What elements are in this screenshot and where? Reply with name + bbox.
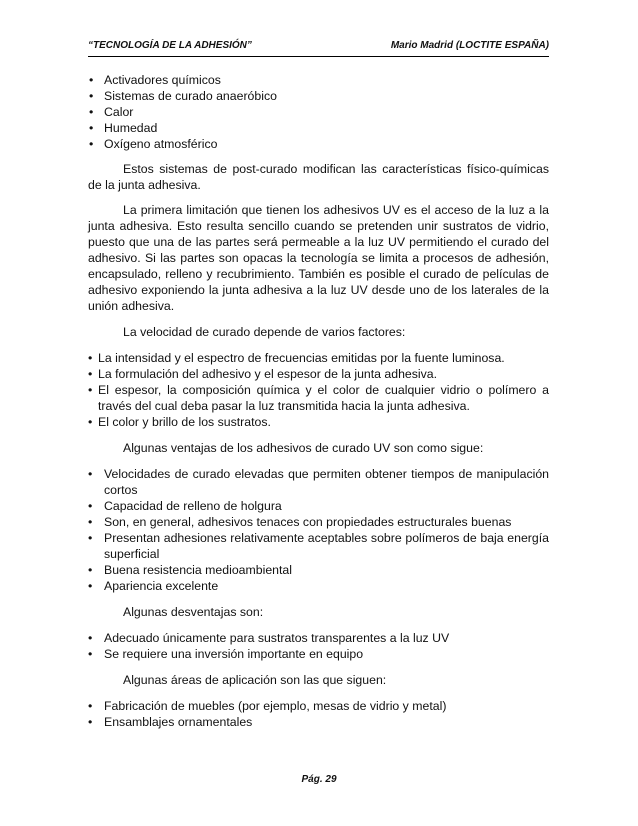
list-item: • Buena resistencia medioambiental [88, 562, 549, 578]
header-author: Mario Madrid (LOCTITE ESPAÑA) [390, 40, 549, 51]
list-item: • Activadores químicos [88, 72, 549, 88]
list-item: • Apariencia excelente [88, 578, 549, 594]
list-item: • Son, en general, adhesivos tenaces con propiedades estructurales buenas [88, 514, 549, 530]
paragraph-disadvantages: Algunas desventajas son: [123, 605, 264, 619]
list-item: • Velocidades de curado elevadas que permiten obtener tiempos de manipulación cortos [88, 466, 549, 498]
list-item: • El espesor, la composición química y el color de cualquier vidrio o polímero a través del cual deba pasar la luz transmitida hacia la junta adhesiva. [88, 382, 549, 414]
page-body [88, 72, 549, 730]
paragraph-curing-speed: La velocidad de curado depende de varios factores: [123, 325, 406, 339]
list-item: • Oxígeno atmosférico [88, 136, 549, 152]
list-curing-factors [88, 350, 549, 430]
list-item: • Adecuado únicamente para sustratos transparentes a la luz UV [88, 630, 549, 646]
list-item: • El color y brillo de los sustratos. [88, 414, 549, 430]
list-item: • Fabricación de muebles (por ejemplo, mesas de vidrio y metal) [88, 698, 549, 714]
list-item: • Capacidad de relleno de holgura [88, 498, 549, 514]
list-item: • Calor [88, 104, 549, 120]
paragraph-uv-limitation: La primera limitación que tienen los adhesivos UV es el acceso de la luz a la junta adhesiva. Esto resulta sencillo cuando se pretenden unir sustratos de vidrio, puesto que una de las partes será permeable a la luz UV permitiendo el curado del adhesivo. Si las partes son opacas la tecnología se limita a procesos de adhesión, encapsulado, relleno y recubrimiento. También es posible el curado de películas de adhesivo exponiendo la junta adhesiva a la luz UV desde uno de los laterales de la unión adhesiva. [88, 203, 549, 313]
list-item: • Ensamblajes ornamentales [88, 714, 549, 730]
list-item: • La formulación del adhesivo y el espesor de la junta adhesiva. [88, 366, 549, 382]
list-item: • La intensidad y el espectro de frecuencias emitidas por la fuente luminosa. [88, 350, 549, 366]
paragraph-post-curing: Estos sistemas de post-curado modifican las características físico-químicas de la junta adhesiva. [88, 162, 549, 192]
list-item: • Humedad [88, 120, 549, 136]
page-header [88, 38, 549, 57]
list-item: • Se requiere una inversión importante en equipo [88, 646, 549, 662]
paragraph-advantages: Algunas ventajas de los adhesivos de curado UV son como sigue: [123, 441, 484, 455]
list-item: • Presentan adhesiones relativamente aceptables sobre polímeros de baja energía superficial [88, 530, 549, 562]
list-applications [88, 698, 549, 730]
page-number: Pág. 29 [301, 774, 337, 785]
header-title: “TECNOLOGÍA DE LA ADHESIÓN” [88, 40, 252, 51]
list-item: • Sistemas de curado anaeróbico [88, 88, 549, 104]
list-post-curing-methods [88, 72, 549, 152]
list-disadvantages [88, 630, 549, 662]
list-advantages [88, 466, 549, 594]
paragraph-applications: Algunas áreas de aplicación son las que siguen: [123, 673, 387, 687]
